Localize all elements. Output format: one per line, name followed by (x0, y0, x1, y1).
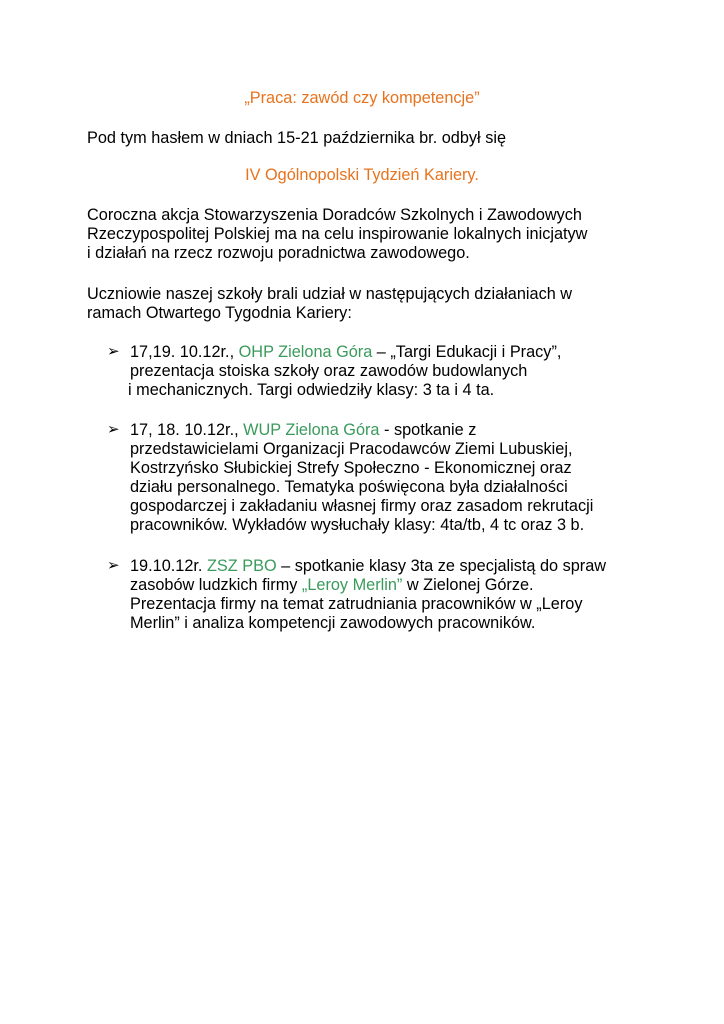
list-item-line: prezentacja stoiska szkoły oraz zawodów budowlanych (130, 362, 528, 380)
list-item-first-line (130, 556, 606, 576)
list-item-line: Kostrzyńsko Słubickiej Strefy Społeczno - Ekonomicznej oraz (130, 459, 572, 477)
item-date: 19.10.12r. (130, 557, 207, 575)
item-organization: OHP Zielona Góra (238, 343, 373, 361)
list-item-line: pracowników. Wykładów wysłuchały klasy: 4ta/tb, 4 tc oraz 3 b. (130, 516, 585, 534)
paragraph2-line: Uczniowie naszej szkoły brali udział w następujących działaniach w (87, 285, 573, 303)
list-item-first-line (130, 342, 561, 362)
bullet-arrow-icon: ➢ (107, 421, 120, 438)
list-item-line: Merlin” i analiza kompetencji zawodowych pracowników. (130, 614, 536, 632)
list-item-line: gospodarczej i zakładaniu własnej firmy oraz zasadom rekrutacji (130, 497, 594, 515)
bullet-arrow-icon: ➢ (107, 343, 120, 360)
list-item-line: przedstawicielami Organizacji Pracodawców Ziemi Lubuskiej, (130, 440, 573, 458)
intro-line: Pod tym hasłem w dniach 15-21 października br. odbył się (87, 129, 507, 147)
list-item-line (130, 575, 534, 595)
paragraph1-line: Coroczna akcja Stowarzyszenia Doradców Szkolnych i Zawodowych (87, 206, 582, 224)
item-text: - spotkanie z (379, 421, 477, 439)
item-text: zasobów ludzkich firmy (130, 576, 302, 594)
event-name: IV Ogólnopolski Tydzień Kariery. (245, 166, 479, 184)
bullet-arrow-icon: ➢ (107, 557, 120, 574)
item-organization: WUP Zielona Góra (243, 421, 380, 439)
list-item-first-line (130, 420, 476, 440)
item-organization: ZSZ PBO (206, 557, 277, 575)
item-date: 17,19. 10.12r., (130, 343, 239, 361)
item-text: – spotkanie klasy 3ta ze specjalistą do spraw (276, 557, 607, 575)
paragraph2-line: ramach Otwartego Tygodnia Kariery: (87, 304, 352, 322)
company-name: „Leroy Merlin” (301, 576, 403, 594)
list-item-line: Prezentacja firmy na temat zatrudniania pracowników w „Leroy (130, 595, 583, 613)
list-item-line: działu personalnego. Tematyka poświęcona była działalności (130, 478, 568, 496)
document-title: „Praca: zawód czy kompetencje” (244, 89, 480, 107)
paragraph1-line: Rzeczypospolitej Polskiej ma na celu inspirowanie lokalnych inicjatyw (87, 225, 588, 243)
item-date: 17, 18. 10.12r., (130, 421, 244, 439)
item-text: – „Targi Edukacji i Pracy”, (372, 343, 562, 361)
paragraph1-line: i działań na rzecz rozwoju poradnictwa zawodowego. (87, 244, 470, 262)
list-item-line: i mechanicznych. Targi odwiedziły klasy: 3 ta i 4 ta. (128, 381, 495, 399)
item-text: w Zielonej Górze. (402, 576, 534, 594)
